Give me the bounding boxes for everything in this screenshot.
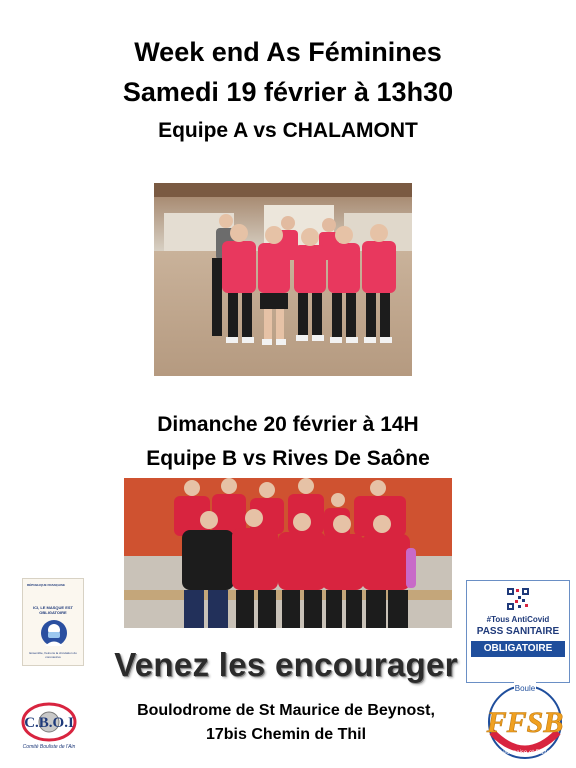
ffsb-emblem-icon	[478, 680, 572, 762]
pass-sanitaire-badge	[466, 580, 570, 683]
saturday-match: Equipe A vs CHALAMONT	[158, 119, 418, 142]
event-title: Week end As Féminines	[134, 37, 442, 67]
tous-anticovid-label: #Tous AntiCovid	[486, 615, 550, 624]
team-b-photo	[124, 478, 452, 628]
mask-required-poster	[22, 578, 84, 666]
svg-text:Boule: Boule	[514, 684, 536, 693]
mask-poster-footer: Ensemble, freinons la circulation du coronavirus	[29, 651, 77, 659]
mask-poster-title: ICI, LE MASQUE EST OBLIGATOIRE	[32, 605, 73, 615]
saturday-date: Samedi 19 février à 13h30	[122, 77, 454, 107]
cboi-emblem-icon	[14, 700, 84, 746]
svg-text:Lyonnaise et Raffa: Lyonnaise et Raffa	[500, 750, 550, 756]
call-to-action: Venez les encourager	[114, 646, 458, 683]
qr-code-icon	[506, 587, 530, 611]
cboi-logo	[14, 700, 84, 756]
team-a-photo	[154, 183, 412, 376]
pass-sanitaire-label: PASS SANITAIRE	[476, 626, 560, 637]
cboi-caption: Comité Bouliste de l'Ain	[22, 744, 76, 750]
obligatoire-label: OBLIGATOIRE	[471, 641, 565, 657]
face-mask-icon	[40, 619, 68, 647]
venue-street: 17bis Chemin de Thil	[205, 726, 367, 743]
svg-text:FFSB: FFSB	[486, 706, 564, 739]
svg-text:C.B.O.I: C.B.O.I	[24, 715, 74, 731]
sunday-match: Equipe B vs Rives De Saône	[146, 447, 430, 470]
ffsb-logo	[478, 680, 572, 762]
venue-name: Boulodrome de St Maurice de Beynost,	[137, 702, 435, 719]
sunday-date: Dimanche 20 février à 14H	[157, 413, 419, 436]
mask-poster-header: RÉPUBLIQUE FRANÇAISE	[27, 583, 66, 587]
